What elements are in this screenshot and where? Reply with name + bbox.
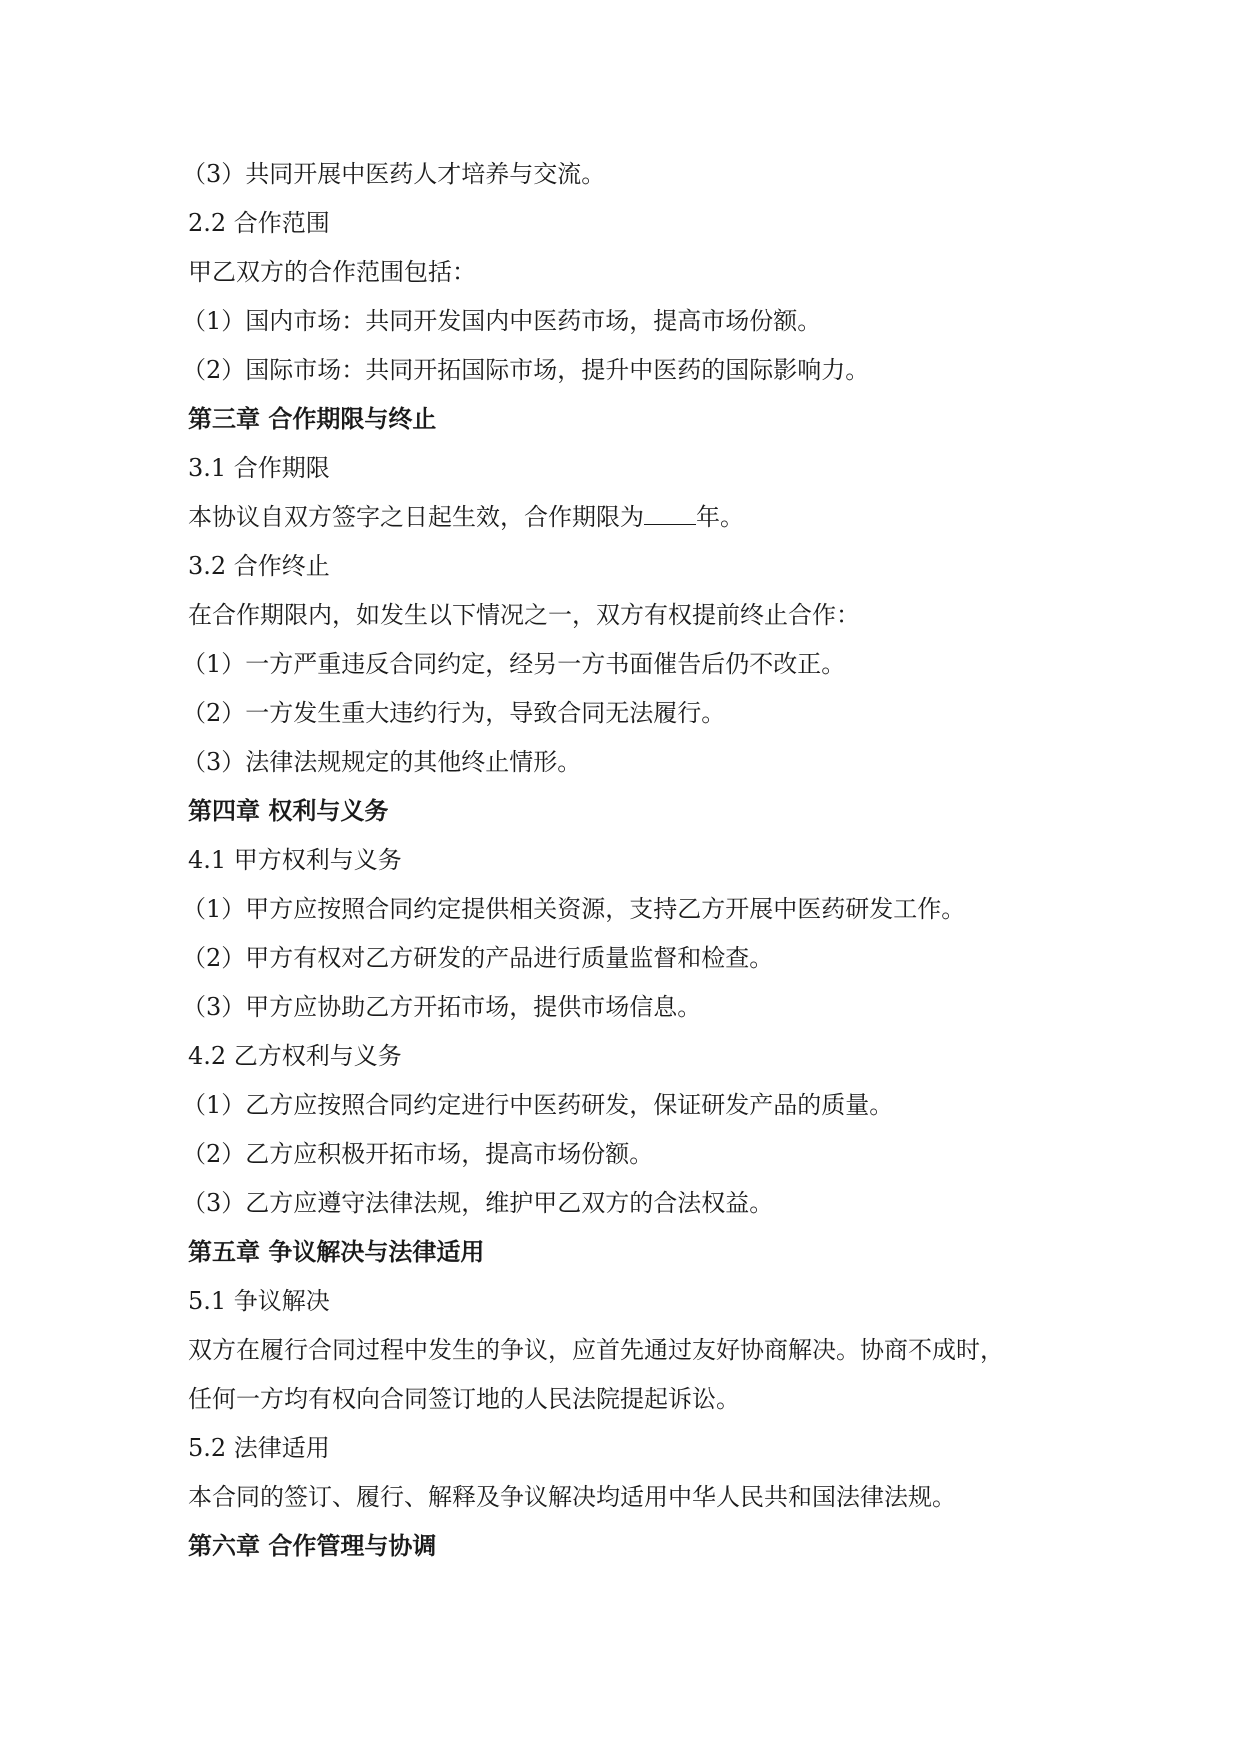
section-title: 3.2 合作终止 (188, 552, 330, 580)
chapter-heading: 第五章 争议解决与法律适用 (188, 1238, 485, 1266)
paragraph: 任何一方均有权向合同签订地的人民法院提起诉讼。 (188, 1385, 740, 1413)
list-item: （3）甲方应协助乙方开拓市场，提供市场信息。 (182, 993, 702, 1021)
list-item: （3）共同开展中医药人才培养与交流。 (182, 160, 606, 188)
list-item: （3）乙方应遵守法律法规，维护甲乙双方的合法权益。 (182, 1189, 774, 1217)
paragraph: 双方在履行合同过程中发生的争议，应首先通过友好协商解决。协商不成时， (188, 1336, 1004, 1364)
paragraph: 在合作期限内，如发生以下情况之一，双方有权提前终止合作： (188, 601, 860, 629)
chapter-heading: 第四章 权利与义务 (188, 797, 389, 825)
list-item: （3）法律法规规定的其他终止情形。 (182, 748, 582, 776)
paragraph-text-after: 年。 (696, 503, 744, 531)
section-title: 3.1 合作期限 (188, 454, 330, 482)
section-title: 2.2 合作范围 (188, 209, 330, 237)
list-item: （2）乙方应积极开拓市场，提高市场份额。 (182, 1140, 654, 1168)
list-item: （2）甲方有权对乙方研发的产品进行质量监督和检查。 (182, 944, 774, 972)
section-title: 5.2 法律适用 (188, 1434, 330, 1462)
list-item: （1）一方严重违反合同约定，经另一方书面催告后仍不改正。 (182, 650, 846, 678)
paragraph-text-before: 本协议自双方签字之日起生效，合作期限为 (188, 503, 644, 531)
paragraph: 本合同的签订、履行、解释及争议解决均适用中华人民共和国法律法规。 (188, 1483, 956, 1511)
list-item: （2）国际市场：共同开拓国际市场，提升中医药的国际影响力。 (182, 356, 870, 384)
paragraph-with-blank (188, 493, 1068, 542)
list-item: （1）国内市场：共同开发国内中医药市场，提高市场份额。 (182, 307, 822, 335)
fill-in-blank (644, 502, 696, 525)
list-item: （2）一方发生重大违约行为，导致合同无法履行。 (182, 699, 726, 727)
paragraph: 甲乙双方的合作范围包括： (188, 258, 476, 286)
section-title: 5.1 争议解决 (188, 1287, 330, 1315)
list-item: （1）乙方应按照合同约定进行中医药研发，保证研发产品的质量。 (182, 1091, 894, 1119)
section-title: 4.2 乙方权利与义务 (188, 1042, 402, 1070)
chapter-heading: 第六章 合作管理与协调 (188, 1532, 437, 1560)
chapter-heading: 第三章 合作期限与终止 (188, 405, 437, 433)
section-title: 4.1 甲方权利与义务 (188, 846, 402, 874)
list-item: （1）甲方应按照合同约定提供相关资源，支持乙方开展中医药研发工作。 (182, 895, 966, 923)
document-body (182, 150, 1068, 1571)
